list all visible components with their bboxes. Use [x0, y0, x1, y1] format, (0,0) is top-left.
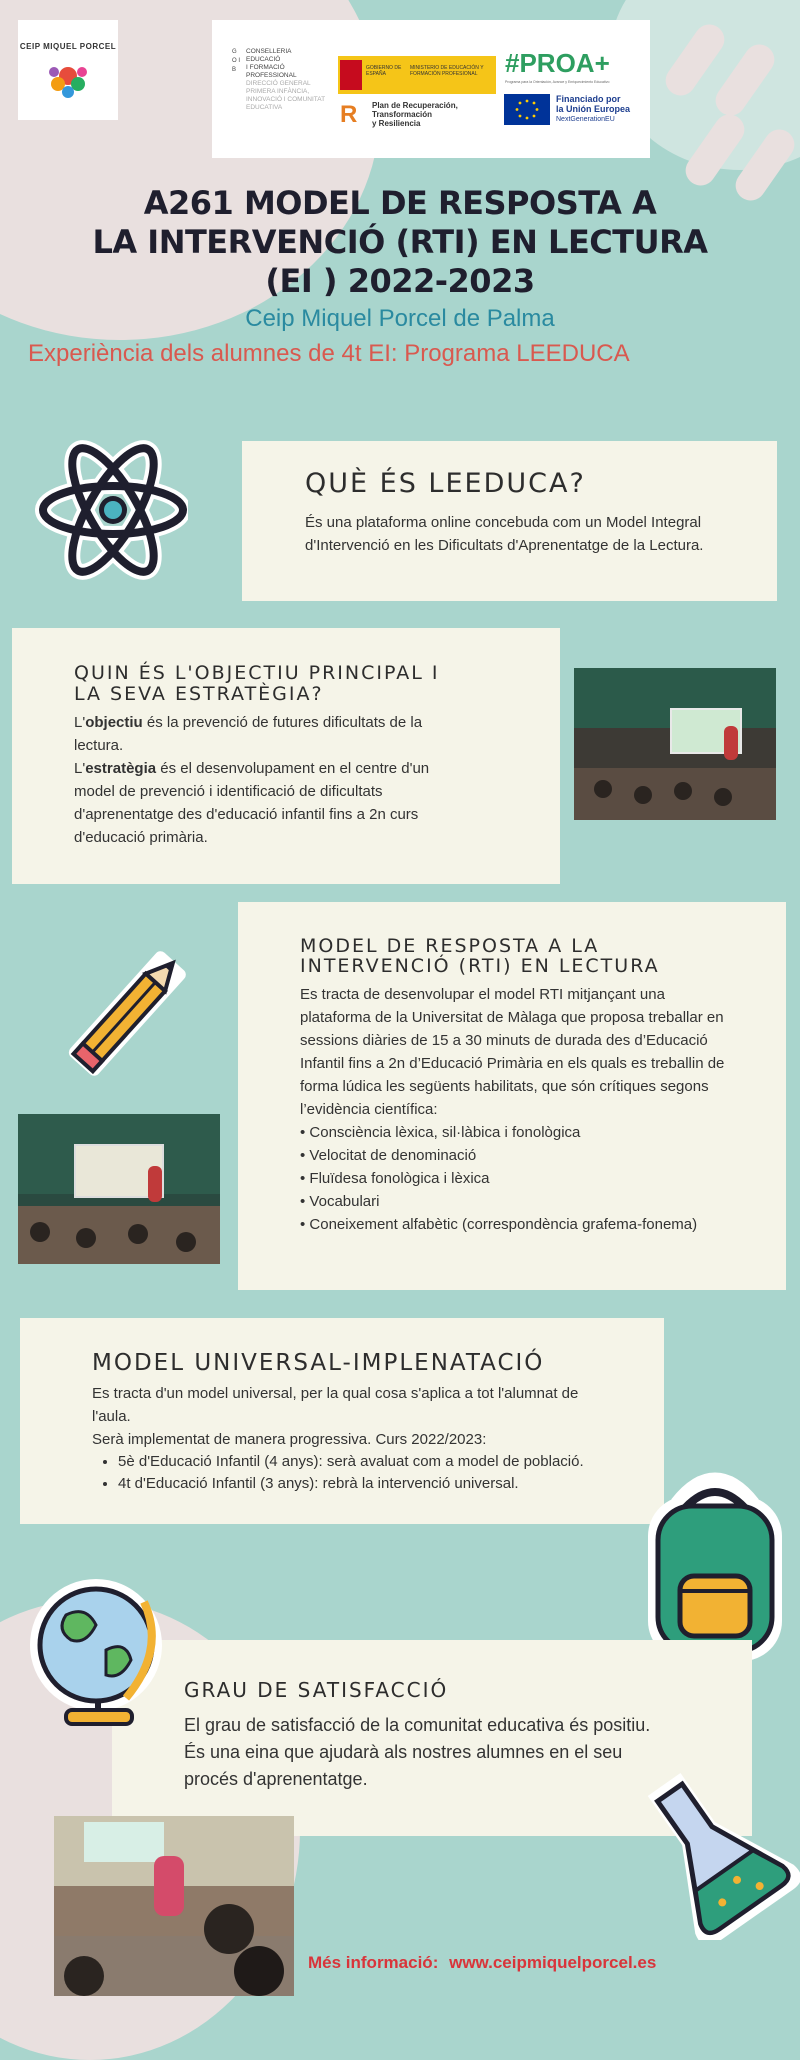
footer-label: Més informació:	[308, 1953, 439, 1972]
plan-lines: Plan de Recuperación, Transformación y Resiliencia	[372, 101, 458, 128]
sponsor-logos-panel	[212, 20, 650, 158]
screen-image	[84, 1822, 164, 1862]
section-title: MODEL DE RESPOSTA A LA INTERVENCIÓ (RTI) EN LECTURA	[300, 935, 660, 977]
plan-recuperacion-logo	[340, 100, 490, 140]
ministerio-logo	[338, 56, 496, 94]
globe-sticker	[26, 1570, 176, 1740]
plan-logo-icon: R	[340, 101, 358, 128]
section-title: QUÈ ÉS LEEDUCA?	[305, 468, 586, 499]
school-logo-icon	[18, 20, 118, 120]
section-what-is-leeduca	[242, 441, 777, 601]
eu-sub: NextGenerationEU	[556, 116, 615, 123]
page-subtitle: Experiència dels alumnes de 4t EI: Programa LEEDUCA	[28, 340, 630, 367]
section-text: És una plataforma online concebuda com un Model Integral d'Intervenció en les Dificultats d'Aprenentatge de la Lectura.	[305, 514, 704, 554]
ministerio-text: MINISTERIO DE EDUCACIÓN Y FORMACIÓN PROFESIONAL	[410, 65, 484, 77]
pencil-icon	[46, 940, 206, 1090]
strategy-paragraph: L'estratègia és el desenvolupament en el centre d'un model de prevenció i identificació de dificultats d'aprenentatge des d'educació infantil fins a 2n curs d'educació primària.	[74, 760, 430, 846]
spain-flag-icon	[340, 60, 362, 90]
section-title: GRAU DE SATISFACCIÓ	[184, 1678, 449, 1702]
eu-stars-icon	[504, 94, 550, 125]
eu-flag-icon	[504, 94, 550, 125]
govern-side-text: G O I B	[232, 49, 241, 73]
skill-item: • Coneixement alfabètic (correspondència grafema-fonema)	[300, 1216, 698, 1233]
govern-lines: CONSELLERIA EDUCACIÓ I FORMACIÓ PROFESSIONAL DIRECCIÓ GENERAL PRIMERA INFÀNCIA, INNOVACIÓ I COMUNITAT EDUCATIVA	[246, 48, 326, 111]
page-title	[0, 184, 800, 301]
section-text: Es tracta de desenvolupar el model RTI mitjançant una plataforma de la Universitat de Màlaga que proposa treballar en sessions diàries de 15 a 30 minuts de durada des d’Educació Infantil fins a 2n d’Educació Primària en els quals es treballin de forma lúdica les següents habilitats, que són crítiques segons l’evidència científica:	[300, 986, 725, 1118]
footer-link[interactable]: www.ceipmiquelporcel.es	[449, 1953, 657, 1972]
section-text: Es tracta d'un model universal, per la qual cosa s'aplica a tot l'alumnat de l'aula.	[92, 1385, 579, 1425]
backpack-icon	[640, 1466, 790, 1666]
title-line-3: (EI ) 2022-2023	[265, 262, 535, 300]
gobierno-text: GOBIERNO DE ESPAÑA	[366, 65, 402, 77]
section-title: QUIN ÉS L'OBJECTIU PRINCIPAL I LA SEVA ESTRATÈGIA?	[74, 662, 440, 705]
classroom-photo-2	[18, 1114, 220, 1264]
objective-paragraph: L'objectiu és la prevenció de futures dificultats de la lectura.	[74, 714, 423, 754]
school-name: Ceip Miquel Porcel de Palma	[245, 305, 555, 332]
section-title: MODEL UNIVERSAL-IMPLENATACIÓ	[92, 1350, 545, 1376]
flask-sticker	[620, 1760, 800, 1940]
skill-item: • Fluïdesa fonològica i lèxica	[300, 1170, 490, 1187]
list-item: • 5è d'Educació Infantil (4 anys): serà avaluat com a model de població.	[118, 1451, 604, 1473]
govern-logo	[232, 48, 332, 128]
course-list	[92, 1451, 604, 1495]
section-text: El grau de satisfacció de la comunitat educativa és positiu. És una eina que ajudarà als nostres alumnes en el seu procés d'aprenentatge.	[184, 1715, 651, 1789]
atom-icon	[18, 430, 188, 580]
eu-lines: Financiado por la Unión Europea	[556, 94, 631, 114]
skill-item: • Velocitat de denominació	[300, 1147, 477, 1164]
section-text: Serà implementat de manera progressiva. Curs 2022/2023:	[92, 1431, 487, 1448]
classroom-photo-3	[54, 1816, 294, 1996]
proa-logo: #PROA+	[505, 48, 610, 78]
section-universal-model	[20, 1318, 664, 1524]
eu-logo	[504, 92, 644, 132]
atom-sticker	[18, 430, 188, 580]
list-item: • 4t d'Educació Infantil (3 anys): rebrà la intervenció universal.	[118, 1473, 604, 1495]
flask-icon	[620, 1760, 800, 1940]
globe-icon	[26, 1570, 176, 1740]
proa-sub: Programa para la Orientación, Avance y Enriquecimiento Educativo	[505, 80, 610, 84]
school-logo-text: CEIP MIQUEL PORCEL	[19, 42, 117, 51]
section-objective	[12, 628, 560, 884]
title-line-1: A261 MODEL DE RESPOSTA A	[143, 184, 657, 222]
skill-item: • Vocabulari	[300, 1193, 380, 1210]
section-rti-model	[238, 902, 786, 1290]
skill-item: • Consciència lèxica, sil·làbica i fonològica	[300, 1124, 581, 1141]
backpack-sticker	[640, 1466, 790, 1666]
pencil-sticker	[46, 940, 206, 1090]
school-logo	[18, 20, 118, 120]
footer-more-info	[308, 1953, 656, 1973]
title-line-2: LA INTERVENCIÓ (RTI) EN LECTURA	[92, 223, 708, 261]
classroom-photo-1	[574, 668, 776, 820]
